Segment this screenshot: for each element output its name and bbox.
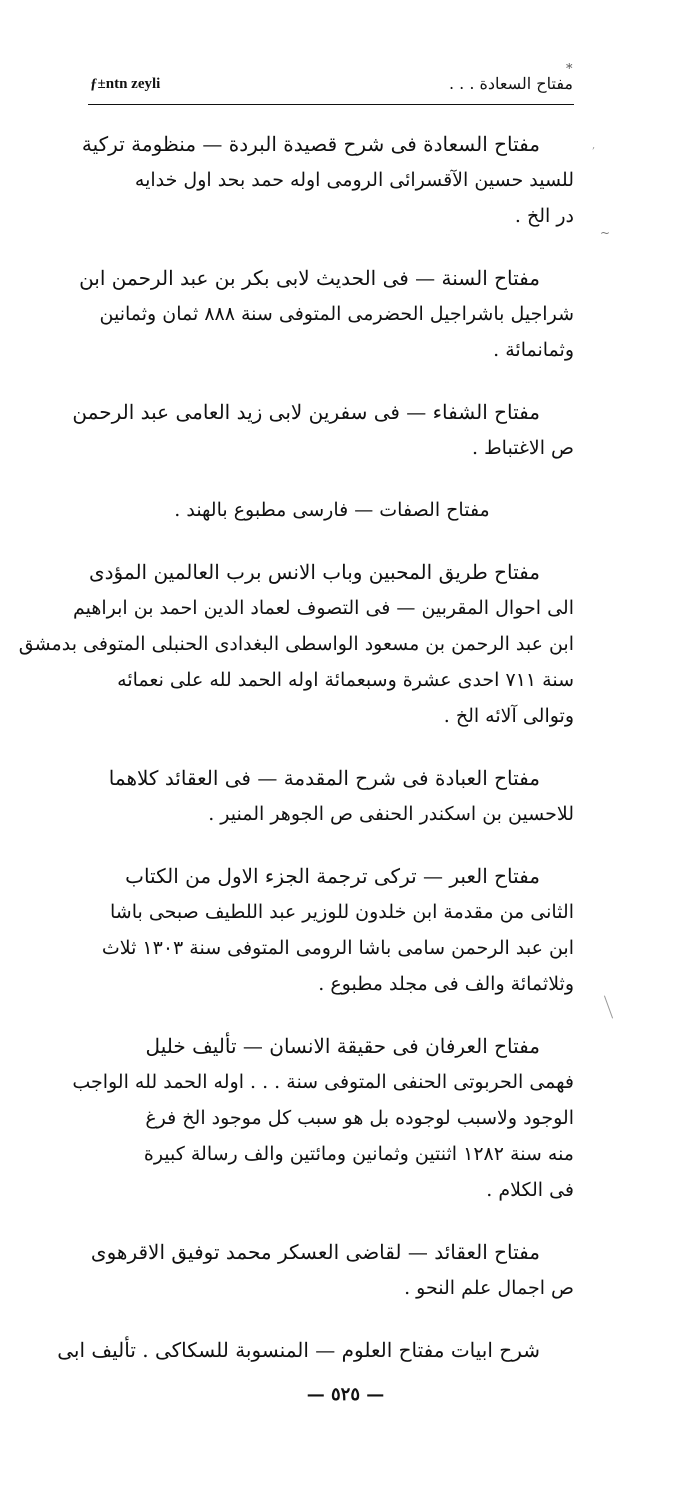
entry-text-line: در الخ . bbox=[514, 205, 574, 227]
entry-text-line: الى احوال المقربين — فى التصوف لعماد الدين احمد بن ابراهيم bbox=[72, 597, 574, 619]
entry bbox=[90, 760, 574, 832]
entry-heading-line: شرح ابيات مفتاح العلوم — المنسوبة للسكاكى . تأليف ابى bbox=[57, 1338, 540, 1362]
entry-heading-line: مفتاح العقائد — لقاضى العسكر محمد توفيق الاقرهوى bbox=[90, 1240, 540, 1264]
entry-text-line: فى الكلام . bbox=[486, 1179, 574, 1201]
entry-text-line: منه سنة ١٢٨٢ اثنتين وثمانين ومائتين والف رسالة كبيرة bbox=[143, 1143, 574, 1165]
entry bbox=[79, 260, 574, 368]
entry bbox=[57, 1332, 574, 1368]
entry bbox=[81, 126, 574, 234]
entry bbox=[18, 554, 574, 734]
entry-text-line: ص الاغتباط . bbox=[472, 437, 574, 459]
running-title: مفتاح السعادة . . . bbox=[449, 74, 573, 93]
margin-mark: , bbox=[592, 140, 596, 151]
entry-heading-line: مفتاح طريق المحبين وباب الانس برب العالمين المؤدى bbox=[88, 560, 540, 584]
entry-heading-line: مفتاح السنة — فى الحديث لابى بكر بن عبد الرحمن ابن bbox=[79, 266, 540, 290]
entry-text-line: الثانى من مقدمة ابن خلدون للوزير عبد اللطيف صبحى باشا bbox=[110, 901, 574, 923]
entry-heading-line: مفتاح العبر — تركى ترجمة الجزء الاول من الكتاب bbox=[125, 864, 540, 888]
entry-text-line: ابن عبد الرحمن بن مسعود الواسطى البغدادى الحنبلى المتوفى بدمشق bbox=[18, 633, 574, 655]
entries-list bbox=[18, 126, 574, 1394]
entry bbox=[90, 858, 574, 1002]
page-number: — ٥٢٥ — bbox=[306, 1384, 385, 1405]
header-rule bbox=[88, 104, 574, 105]
entry-text-line: فهمى الحربوتى الحنفى المتوفى سنة . . . اوله الحمد لله الواجب bbox=[72, 1071, 574, 1093]
entry-text-line: ابن عبد الرحمن سامى باشا الرومى المتوفى سنة ١٣٠٣ ثلاث bbox=[101, 937, 574, 959]
entry bbox=[72, 394, 574, 466]
entry-heading-line: مفتاح الشفاء — فى سفرين لابى زيد العامى عبد الرحمن bbox=[72, 400, 540, 424]
entry-heading-line: مفتاح السعادة فى شرح قصيدة البردة — منظومة تركية bbox=[81, 132, 540, 156]
entry-text-line: شراجيل باشراجيل الحضرمى المتوفى سنة ٨٨٨ ثمان وثمانين bbox=[99, 303, 574, 325]
entry-text-line: وتوالى آلائه الخ . bbox=[443, 705, 574, 727]
entry-heading-line: مفتاح العرفان فى حقيقة الانسان — تأليف خليل bbox=[145, 1034, 540, 1058]
margin-mark: ~ bbox=[600, 226, 611, 240]
entry bbox=[90, 492, 574, 528]
entry-text-line: وثلاثمائة والف فى مجلد مطبوع . bbox=[318, 973, 574, 995]
entry-text-line: وثمانمائة . bbox=[493, 339, 574, 361]
entry-text-line: سنة ٧١١ احدى عشرة وسبعمائة اوله الحمد لله على نعمائه bbox=[117, 669, 574, 691]
entry-text-line: للاحسين بن اسكندر الحنفى ص الجوهر المنير . bbox=[208, 803, 574, 825]
header-star: * bbox=[566, 62, 573, 77]
entry-heading-line: مفتاح الصفات — فارسى مطبوع بالهند . bbox=[174, 499, 490, 521]
margin-mark bbox=[604, 996, 613, 1019]
entry-text-line: للسيد حسين الآقسرائى الرومى اوله حمد بحد اول خدايه bbox=[134, 169, 574, 191]
entry bbox=[90, 1234, 574, 1306]
entry-text-line: ص اجمال علم النحو . bbox=[404, 1277, 574, 1299]
entry-heading-line: مفتاح العبادة فى شرح المقدمة — فى العقائد كلاهما bbox=[108, 766, 540, 790]
header-left: ƒ±ntn zeyli bbox=[90, 76, 161, 92]
entry bbox=[72, 1028, 574, 1208]
entry-text-line: الوجود ولاسبب لوجوده بل هو سبب كل موجود الخ فرغ bbox=[145, 1107, 574, 1129]
